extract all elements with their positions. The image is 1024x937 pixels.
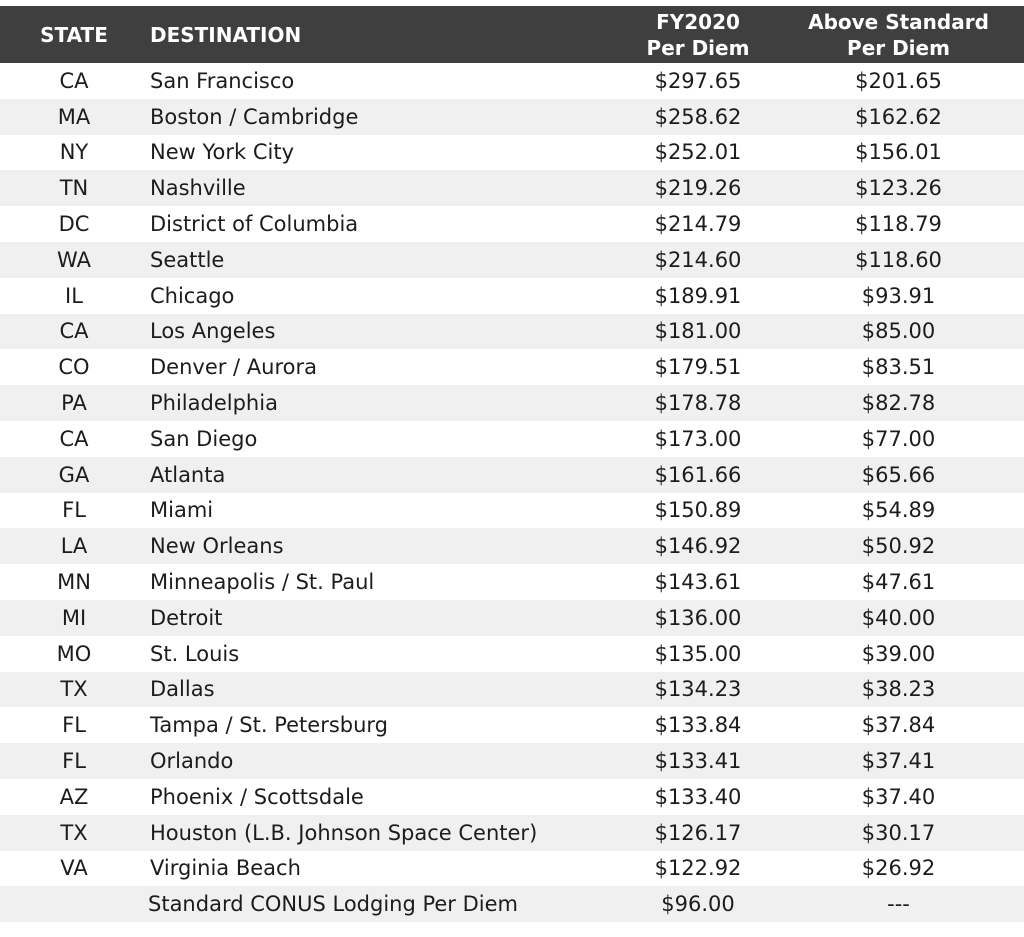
destination-cell: Phoenix / Scottsdale [150,784,364,809]
fy2020-per-diem-cell: $214.60 [654,247,742,272]
table-row [0,636,1024,672]
table-row [0,242,1024,278]
above-standard-cell: $156.01 [855,140,942,165]
header-state: STATE [40,22,108,47]
state-cell: VA [60,856,88,881]
above-standard-cell: --- [887,892,910,917]
fy2020-per-diem-cell: $297.65 [654,68,742,93]
destination-cell: Minneapolis / St. Paul [150,570,375,595]
state-cell: NY [59,140,89,165]
destination-cell: Dallas [150,677,215,702]
header-destination: DESTINATION [150,22,302,47]
table-row [0,672,1024,708]
table-row [0,349,1024,385]
state-cell: CA [59,68,89,93]
destination-cell: Orlando [150,749,234,774]
table-row [0,278,1024,314]
destination-cell: District of Columbia [150,212,359,237]
above-standard-cell: $30.17 [861,820,936,845]
state-cell: FL [62,498,86,523]
state-cell: CA [59,319,89,344]
table-row [0,206,1024,242]
state-cell: MN [57,570,91,595]
fy2020-per-diem-cell: $214.79 [654,212,742,237]
destination-cell: Atlanta [150,462,226,487]
fy2020-per-diem-cell: $181.00 [654,319,742,344]
table-row [0,743,1024,779]
state-cell: TN [59,176,89,201]
above-standard-cell: $50.92 [861,534,936,559]
header-fy2020 [623,9,773,61]
table-row [0,493,1024,529]
fy2020-per-diem-cell: $135.00 [654,641,742,666]
destination-cell: Virginia Beach [150,856,301,881]
table-row [0,421,1024,457]
state-cell: TX [60,820,88,845]
state-cell: FL [62,713,86,738]
table-row [0,385,1024,421]
above-standard-cell: $65.66 [861,462,936,487]
table-row [0,707,1024,743]
destination-cell: San Francisco [150,68,295,93]
fy2020-per-diem-cell: $133.40 [654,784,742,809]
header-above-line2: Per Diem [847,35,950,60]
table-row [0,528,1024,564]
fy2020-per-diem-cell: $258.62 [654,104,742,129]
above-standard-cell: $162.62 [855,104,942,129]
fy2020-per-diem-cell: $126.17 [654,820,742,845]
above-standard-cell: $123.26 [855,176,942,201]
above-standard-cell: $85.00 [861,319,936,344]
above-standard-cell: $37.84 [861,713,936,738]
fy2020-per-diem-cell: $146.92 [654,534,742,559]
fy2020-per-diem-cell: $134.23 [654,677,742,702]
table-row [0,314,1024,350]
state-cell: LA [60,534,88,559]
table-row [0,600,1024,636]
footer-row [0,886,1024,922]
destination-cell: New Orleans [150,534,284,559]
state-cell: CO [58,355,90,380]
table-header [0,6,1024,63]
table-body [0,63,1024,922]
destination-cell: Tampa / St. Petersburg [150,713,389,738]
table-row [0,779,1024,815]
table-row [0,63,1024,99]
above-standard-cell: $82.78 [861,391,936,416]
header-above-line1: Above Standard [808,9,989,34]
above-standard-cell: $77.00 [861,426,936,451]
destination-cell: Denver / Aurora [150,355,318,380]
table-row [0,815,1024,851]
table-row [0,99,1024,135]
above-standard-cell: $201.65 [855,68,942,93]
destination-cell: Detroit [150,605,223,630]
per-diem-table [0,6,1024,922]
state-cell: MO [56,641,92,666]
state-cell: DC [58,212,90,237]
fy2020-per-diem-cell: $133.41 [654,749,742,774]
destination-cell: Los Angeles [150,319,276,344]
table-row [0,457,1024,493]
table-row [0,170,1024,206]
above-standard-cell: $39.00 [861,641,936,666]
fy2020-per-diem-cell: $136.00 [654,605,742,630]
above-standard-cell: $93.91 [861,283,936,308]
fy2020-per-diem-cell: $178.78 [654,391,742,416]
destination-cell: Miami [150,498,214,523]
state-cell: GA [58,462,90,487]
destination-cell: Standard CONUS Lodging Per Diem [148,892,519,917]
destination-cell: New York City [150,140,294,165]
header-fy2020-line2: Per Diem [646,35,750,60]
table-row [0,135,1024,171]
state-cell: FL [62,749,86,774]
destination-cell: Chicago [150,283,235,308]
above-standard-cell: $47.61 [861,570,936,595]
fy2020-per-diem-cell: $219.26 [654,176,742,201]
state-cell: PA [61,391,87,416]
state-cell: AZ [59,784,89,809]
state-cell: IL [65,283,83,308]
state-cell: TX [60,677,88,702]
state-cell: MA [57,104,91,129]
table-row [0,564,1024,600]
destination-cell: Seattle [150,247,225,272]
state-cell: MI [61,605,87,630]
table-row [0,851,1024,887]
fy2020-per-diem-cell: $122.92 [654,856,742,881]
fy2020-per-diem-cell: $133.84 [654,713,742,738]
header-above-standard [773,9,1024,61]
above-standard-cell: $37.40 [861,784,936,809]
above-standard-cell: $118.79 [855,212,942,237]
destination-cell: Nashville [150,176,246,201]
fy2020-per-diem-cell: $150.89 [654,498,742,523]
above-standard-cell: $83.51 [861,355,936,380]
state-cell: WA [57,247,91,272]
fy2020-per-diem-cell: $179.51 [654,355,742,380]
destination-cell: Philadelphia [150,391,278,416]
fy2020-per-diem-cell: $189.91 [654,283,742,308]
destination-cell: Houston (L.B. Johnson Space Center) [150,820,538,845]
above-standard-cell: $118.60 [855,247,942,272]
above-standard-cell: $37.41 [861,749,936,774]
destination-cell: Boston / Cambridge [150,104,359,129]
destination-cell: San Diego [150,426,258,451]
above-standard-cell: $40.00 [861,605,936,630]
fy2020-per-diem-cell: $173.00 [654,426,742,451]
header-fy2020-line1: FY2020 [656,9,740,34]
fy2020-per-diem-cell: $161.66 [654,462,742,487]
fy2020-per-diem-cell: $143.61 [654,570,742,595]
above-standard-cell: $54.89 [861,498,936,523]
state-cell: CA [59,426,89,451]
above-standard-cell: $26.92 [861,856,936,881]
fy2020-per-diem-cell: $96.00 [661,892,735,917]
fy2020-per-diem-cell: $252.01 [654,140,742,165]
destination-cell: St. Louis [150,641,240,666]
above-standard-cell: $38.23 [861,677,936,702]
